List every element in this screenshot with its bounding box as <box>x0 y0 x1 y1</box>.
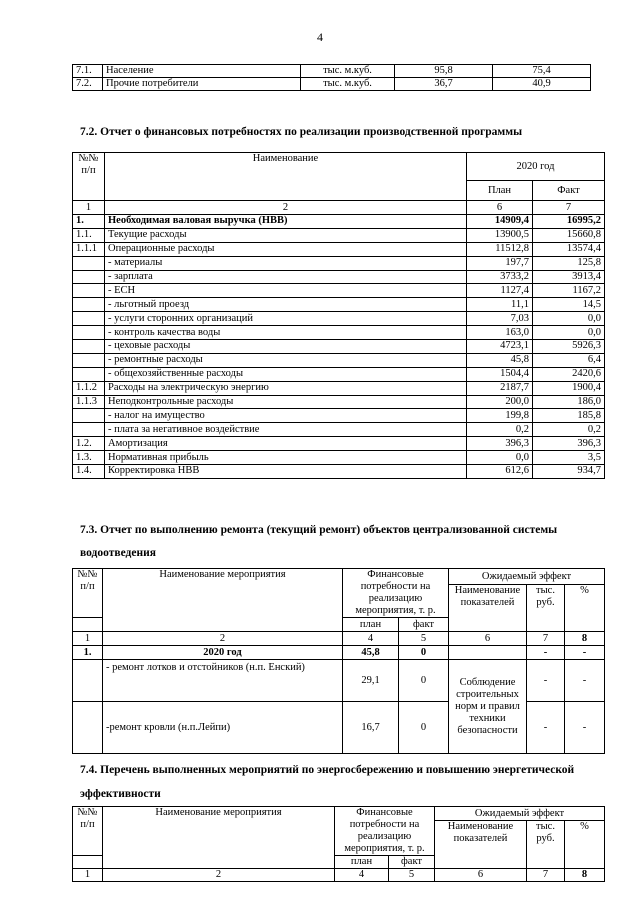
repair-item-pct: - <box>565 702 605 754</box>
table-row <box>73 423 605 437</box>
row-name: Нормативная прибыль <box>105 451 467 465</box>
row-fact: 0,0 <box>533 326 605 340</box>
table-row <box>73 270 605 284</box>
row-name: - цеховые расходы <box>105 340 467 354</box>
financial-needs-table <box>72 152 605 479</box>
row-fact: 1900,4 <box>533 381 605 395</box>
row-num: 1.1. <box>73 228 105 242</box>
index-cell: 6 <box>467 201 533 215</box>
year-row-fact: 0 <box>399 646 449 660</box>
row-fact: 1167,2 <box>533 284 605 298</box>
row-fact: 13574,4 <box>533 242 605 256</box>
col-year-header: 2020 год <box>467 153 605 181</box>
row-name: Текущие расходы <box>105 228 467 242</box>
row-name: Необходимая валовая выручка (НВВ) <box>105 215 467 229</box>
row-name: - услуги сторонних организаций <box>105 312 467 326</box>
row-num: 1.4. <box>73 465 105 479</box>
row-name: - ремонтные расходы <box>105 353 467 367</box>
table-row <box>73 326 605 340</box>
index-cell: 1 <box>73 201 105 215</box>
row-num <box>73 312 105 326</box>
row-name: - общехозяйственные расходы <box>105 367 467 381</box>
table-row <box>73 65 591 78</box>
row-name: Амортизация <box>105 437 467 451</box>
row-name: - ЕСН <box>105 284 467 298</box>
index-cell: 5 <box>399 632 449 646</box>
col-rub-header: тыс. руб. <box>527 821 565 869</box>
row-name: - льготный проезд <box>105 298 467 312</box>
repair-item-fact: 0 <box>399 660 449 702</box>
index-cell: 6 <box>449 632 527 646</box>
col-name-header: Наименование <box>105 153 467 201</box>
row-num: 7.1. <box>73 65 103 78</box>
section-7-3-heading: 7.3. Отчет по выполнению ремонта (текущий ремонт) объектов централизованной системы <box>80 524 558 536</box>
row-name: - плата за негативное воздействие <box>105 423 467 437</box>
table-row <box>73 298 605 312</box>
table-row <box>73 340 605 354</box>
index-cell: 1 <box>73 869 103 882</box>
row-fact: 186,0 <box>533 395 605 409</box>
row-name: Корректировка НВВ <box>105 465 467 479</box>
col-fin-header: Финансовые потребности на реализацию мероприятия, т. р. <box>343 569 449 618</box>
row-num: 1.3. <box>73 451 105 465</box>
row-value-2: 40,9 <box>493 78 591 91</box>
col-num-header: №№ п/п <box>73 569 103 618</box>
section-7-4-heading-cont: эффективности <box>80 788 161 800</box>
col-pct-header: % <box>565 821 605 869</box>
index-cell: 6 <box>435 869 527 882</box>
col-pct-header: % <box>565 585 605 632</box>
col-plan-header: План <box>467 181 533 201</box>
row-fact: 125,8 <box>533 256 605 270</box>
table-row <box>73 437 605 451</box>
col-fact-header: факт <box>389 856 435 869</box>
row-name: - зарплата <box>105 270 467 284</box>
index-cell: 2 <box>103 632 343 646</box>
table-row <box>73 409 605 423</box>
repair-item-name: -ремонт кровли (н.п.Лейпи) <box>103 702 343 754</box>
col-effect-header: Ожидаемый эффект <box>435 807 605 821</box>
row-num: 1.2. <box>73 437 105 451</box>
row-plan: 4723,1 <box>467 340 533 354</box>
row-fact: 185,8 <box>533 409 605 423</box>
row-plan: 11,1 <box>467 298 533 312</box>
row-num: 1. <box>73 215 105 229</box>
row-num <box>73 353 105 367</box>
table-row <box>73 215 605 229</box>
row-plan: 200,0 <box>467 395 533 409</box>
year-row-plan: 45,8 <box>343 646 399 660</box>
row-fact: 0,2 <box>533 423 605 437</box>
row-plan: 3733,2 <box>467 270 533 284</box>
row-plan: 0,0 <box>467 451 533 465</box>
row-plan: 1127,4 <box>467 284 533 298</box>
table-row <box>73 367 605 381</box>
col-indicators-header: Наименование показателей <box>435 821 527 869</box>
row-num: 1.1.2 <box>73 381 105 395</box>
table-row <box>73 256 605 270</box>
index-cell: 8 <box>565 869 605 882</box>
row-fact: 14,5 <box>533 298 605 312</box>
year-row-label: 2020 год <box>103 646 343 660</box>
row-unit: тыс. м.куб. <box>301 65 395 78</box>
row-value-1: 36,7 <box>395 78 493 91</box>
row-name: - налог на имущество <box>105 409 467 423</box>
repair-item-pct: - <box>565 660 605 702</box>
row-plan: 163,0 <box>467 326 533 340</box>
table-row <box>73 465 605 479</box>
year-row-pct: - <box>565 646 605 660</box>
row-plan: 13900,5 <box>467 228 533 242</box>
table-row <box>73 312 605 326</box>
row-plan: 2187,7 <box>467 381 533 395</box>
table-row <box>73 381 605 395</box>
row-name: - контроль качества воды <box>105 326 467 340</box>
row-fact: 396,3 <box>533 437 605 451</box>
row-fact: 16995,2 <box>533 215 605 229</box>
row-name: - материалы <box>105 256 467 270</box>
row-num <box>73 270 105 284</box>
table-row <box>73 284 605 298</box>
col-fin-header: Финансовые потребности на реализацию мероприятия, т. р. <box>335 807 435 856</box>
repair-table <box>72 568 605 754</box>
row-fact: 3,5 <box>533 451 605 465</box>
repair-item-plan: 16,7 <box>343 702 399 754</box>
row-plan: 11512,8 <box>467 242 533 256</box>
table-row <box>73 451 605 465</box>
index-cell: 7 <box>533 201 605 215</box>
index-cell: 4 <box>335 869 389 882</box>
repair-item-fact: 0 <box>399 702 449 754</box>
repair-item-rub: - <box>527 702 565 754</box>
section-7-4-heading: 7.4. Перечень выполненных мероприятий по энергосбережению и повышению энергетической <box>80 764 575 776</box>
consumption-table <box>72 64 591 91</box>
energy-saving-table <box>72 806 605 882</box>
expected-effect-text: Соблюдение строительных норм и правил техники безопасности <box>449 660 527 754</box>
col-indicators-header: Наименование показателей <box>449 585 527 632</box>
row-num <box>73 367 105 381</box>
row-plan: 612,6 <box>467 465 533 479</box>
row-name: Неподконтрольные расходы <box>105 395 467 409</box>
row-fact: 0,0 <box>533 312 605 326</box>
row-name: Население <box>103 65 301 78</box>
col-plan-header: план <box>343 618 399 632</box>
col-name-header: Наименование мероприятия <box>103 569 343 632</box>
row-fact: 2420,6 <box>533 367 605 381</box>
row-value-1: 95,8 <box>395 65 493 78</box>
repair-item-rub: - <box>527 660 565 702</box>
section-7-2-heading: 7.2. Отчет о финансовых потребностях по реализации производственной программы <box>80 126 523 138</box>
row-plan: 14909,4 <box>467 215 533 229</box>
index-cell: 7 <box>527 869 565 882</box>
row-value-2: 75,4 <box>493 65 591 78</box>
repair-item-name: - ремонт лотков и отстойников (н.п. Енский) <box>103 660 343 702</box>
row-num: 1.1.3 <box>73 395 105 409</box>
index-cell: 7 <box>527 632 565 646</box>
row-num <box>73 256 105 270</box>
index-cell: 8 <box>565 632 605 646</box>
row-num <box>73 326 105 340</box>
row-num <box>73 284 105 298</box>
row-plan: 199,8 <box>467 409 533 423</box>
row-name: Прочие потребители <box>103 78 301 91</box>
row-num: 7.2. <box>73 78 103 91</box>
section-7-3-heading-cont: водоотведения <box>80 547 156 559</box>
table-row <box>73 78 591 91</box>
index-cell: 5 <box>389 869 435 882</box>
repair-item-plan: 29,1 <box>343 660 399 702</box>
row-plan: 396,3 <box>467 437 533 451</box>
index-cell: 1 <box>73 632 103 646</box>
row-plan: 7,03 <box>467 312 533 326</box>
row-plan: 197,7 <box>467 256 533 270</box>
index-cell: 2 <box>103 869 335 882</box>
year-row-num: 1. <box>73 646 103 660</box>
row-plan: 1504,4 <box>467 367 533 381</box>
table-row <box>73 242 605 256</box>
page-number: 4 <box>317 30 323 44</box>
col-effect-header: Ожидаемый эффект <box>449 569 605 585</box>
row-plan: 0,2 <box>467 423 533 437</box>
row-fact: 6,4 <box>533 353 605 367</box>
index-cell: 4 <box>343 632 399 646</box>
col-rub-header: тыс. руб. <box>527 585 565 632</box>
row-unit: тыс. м.куб. <box>301 78 395 91</box>
row-fact: 3913,4 <box>533 270 605 284</box>
row-fact: 15660,8 <box>533 228 605 242</box>
table-row <box>73 395 605 409</box>
row-num <box>73 340 105 354</box>
col-plan-header: план <box>335 856 389 869</box>
col-name-header: Наименование мероприятия <box>103 807 335 869</box>
row-num <box>73 298 105 312</box>
index-cell: 2 <box>105 201 467 215</box>
row-num: 1.1.1 <box>73 242 105 256</box>
row-name: Операционные расходы <box>105 242 467 256</box>
table-row <box>73 353 605 367</box>
row-fact: 5926,3 <box>533 340 605 354</box>
year-row-rub: - <box>527 646 565 660</box>
table-row <box>73 228 605 242</box>
row-fact: 934,7 <box>533 465 605 479</box>
row-num <box>73 423 105 437</box>
col-num-header: №№ п/п <box>73 153 105 201</box>
row-name: Расходы на электрическую энергию <box>105 381 467 395</box>
row-plan: 45,8 <box>467 353 533 367</box>
col-fact-header: Факт <box>533 181 605 201</box>
row-num <box>73 409 105 423</box>
col-fact-header: факт <box>399 618 449 632</box>
col-num-header: №№ п/п <box>73 807 103 856</box>
